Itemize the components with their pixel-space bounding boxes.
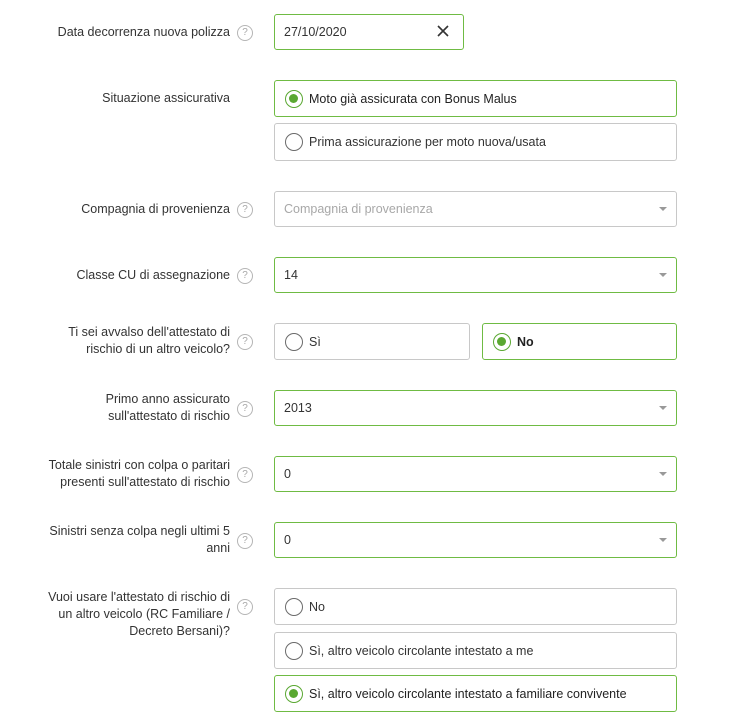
radio-prima-assicurazione[interactable]	[274, 123, 677, 161]
label-attestato-altro	[68, 324, 230, 358]
totale-sinistri-select[interactable]	[274, 456, 677, 492]
label-line: presenti sull'attestato di rischio	[60, 475, 230, 489]
label-situazione: Situazione assicurativa	[102, 91, 230, 105]
question-circle-icon[interactable]: ?	[237, 268, 253, 284]
radio-selected-icon	[285, 685, 303, 703]
label-line: rischio di un altro veicolo?	[86, 342, 230, 356]
caret-down-icon	[659, 406, 667, 410]
question-circle-icon[interactable]: ?	[237, 533, 253, 549]
caret-down-icon	[659, 538, 667, 542]
radio-empty-icon	[285, 642, 303, 660]
radio-rc-familiare-convivente[interactable]	[274, 675, 677, 712]
radio-no[interactable]	[482, 323, 677, 360]
radio-empty-icon	[285, 333, 303, 351]
radio-label: No	[517, 334, 534, 349]
label-line: anni	[206, 541, 230, 555]
question-circle-icon[interactable]: ?	[237, 202, 253, 218]
caret-down-icon	[659, 472, 667, 476]
radio-selected-icon	[285, 90, 303, 108]
label-line: Sinistri senza colpa negli ultimi 5	[49, 524, 230, 538]
question-circle-icon[interactable]: ?	[237, 467, 253, 483]
primo-anno-select[interactable]	[274, 390, 677, 426]
label-line: Totale sinistri con colpa o paritari	[48, 458, 230, 472]
radio-moto-assicurata[interactable]	[274, 80, 677, 117]
question-circle-icon[interactable]: ?	[237, 25, 253, 41]
radio-empty-icon	[285, 598, 303, 616]
caret-down-icon	[659, 207, 667, 211]
sinistri-senza-colpa-select[interactable]	[274, 522, 677, 558]
sinistri-senza-colpa-value: 0	[284, 533, 291, 547]
classe-cu-value: 14	[284, 268, 298, 282]
date-value: 27/10/2020	[284, 25, 347, 39]
caret-down-icon	[659, 273, 667, 277]
label-classe-cu: Classe CU di assegnazione	[76, 268, 230, 282]
label-rc-familiare	[48, 589, 230, 640]
label-data-decorrenza: Data decorrenza nuova polizza	[57, 25, 230, 39]
question-circle-icon[interactable]: ?	[237, 401, 253, 417]
radio-label: Sì	[309, 334, 321, 349]
label-line: sull'attestato di rischio	[108, 409, 230, 423]
label-sinistri-senza-colpa	[49, 523, 230, 557]
radio-label: Sì, altro veicolo circolante intestato a familiare convivente	[309, 686, 627, 701]
totale-sinistri-value: 0	[284, 467, 291, 481]
radio-rc-intestato-me[interactable]	[274, 632, 677, 669]
radio-label: No	[309, 599, 325, 614]
radio-si[interactable]	[274, 323, 470, 360]
label-compagnia: Compagnia di provenienza	[81, 202, 230, 216]
label-line: Vuoi usare l'attestato di rischio di	[48, 590, 230, 604]
radio-selected-icon	[493, 333, 511, 351]
question-circle-icon[interactable]: ?	[237, 334, 253, 350]
question-circle-icon[interactable]: ?	[237, 599, 253, 615]
label-primo-anno	[106, 391, 230, 425]
close-icon[interactable]	[436, 24, 450, 38]
label-line: Primo anno assicurato	[105, 392, 230, 406]
label-line: Ti sei avvalso dell'attestato di	[68, 325, 230, 339]
radio-label: Moto già assicurata con Bonus Malus	[309, 91, 517, 106]
label-line: Decreto Bersani)?	[129, 624, 230, 638]
primo-anno-value: 2013	[284, 401, 312, 415]
radio-label: Sì, altro veicolo circolante intestato a me	[309, 643, 534, 658]
date-input[interactable]	[274, 14, 464, 50]
radio-rc-no[interactable]	[274, 588, 677, 625]
compagnia-select[interactable]	[274, 191, 677, 227]
radio-label: Prima assicurazione per moto nuova/usata	[309, 135, 546, 149]
radio-empty-icon	[285, 133, 303, 151]
classe-cu-select[interactable]	[274, 257, 677, 293]
compagnia-placeholder: Compagnia di provenienza	[284, 202, 433, 216]
label-totale-sinistri	[49, 457, 230, 491]
label-line: un altro veicolo (RC Familiare /	[58, 607, 230, 621]
